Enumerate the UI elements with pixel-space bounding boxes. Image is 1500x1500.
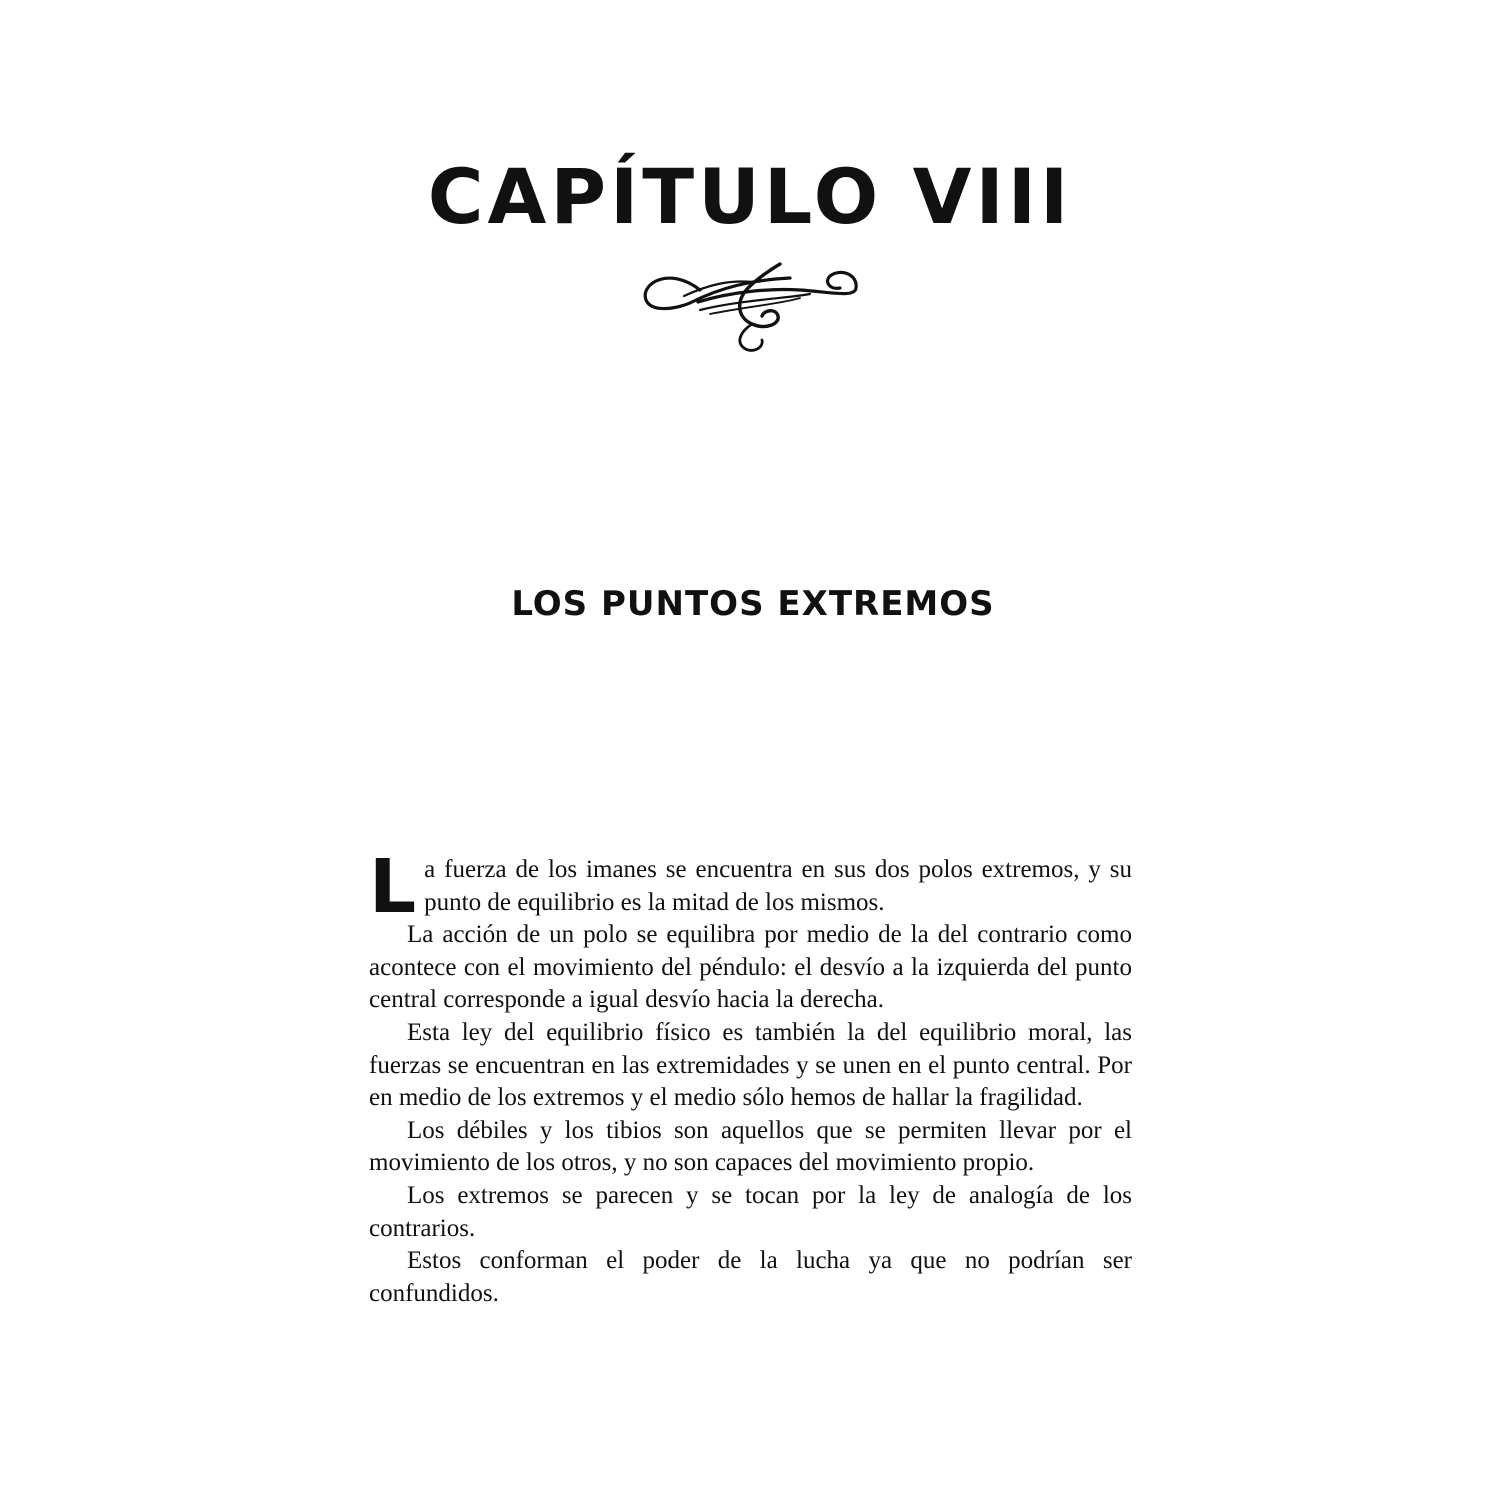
section-title: LOS PUNTOS EXTREMOS [511, 584, 995, 624]
chapter-body [369, 844, 1132, 1310]
drop-cap: L [369, 844, 417, 930]
paragraph: La acción de un polo se equilibra por medio de la del contrario como acontece con el movimiento del péndulo: el desvío a la izquierda del punto central corresponde a igual desvío hacia la derecha. [369, 921, 1132, 1014]
paragraph: Los débiles y los tibios son aquellos que se permiten llevar por el movimiento de los otros, y no son capaces del movimiento propio. [369, 1116, 1132, 1177]
flourish-ornament-icon [640, 258, 864, 358]
paragraph: Estos conforman el poder de la lucha ya que no podrían ser confundidos. [369, 1247, 1132, 1307]
paragraph: Los extremos se parecen y se tocan por la ley de analogía de los contrarios. [369, 1181, 1132, 1242]
paragraph: Esta ley del equilibrio físico es también la del equilibrio moral, las fuerzas se encuentran en las extremidades y se unen en el punto central. Por en medio de los extremos y el medio sólo hemos de hallar la fragilidad. [369, 1018, 1132, 1112]
paragraph-text: a fuerza de los imanes se encuentra en sus dos polos extremos, y su punto de equilibrio es la mitad de los mismos. [424, 856, 1132, 916]
chapter-title: CAPÍTULO VIII [427, 152, 1073, 241]
paragraph [369, 844, 1132, 930]
